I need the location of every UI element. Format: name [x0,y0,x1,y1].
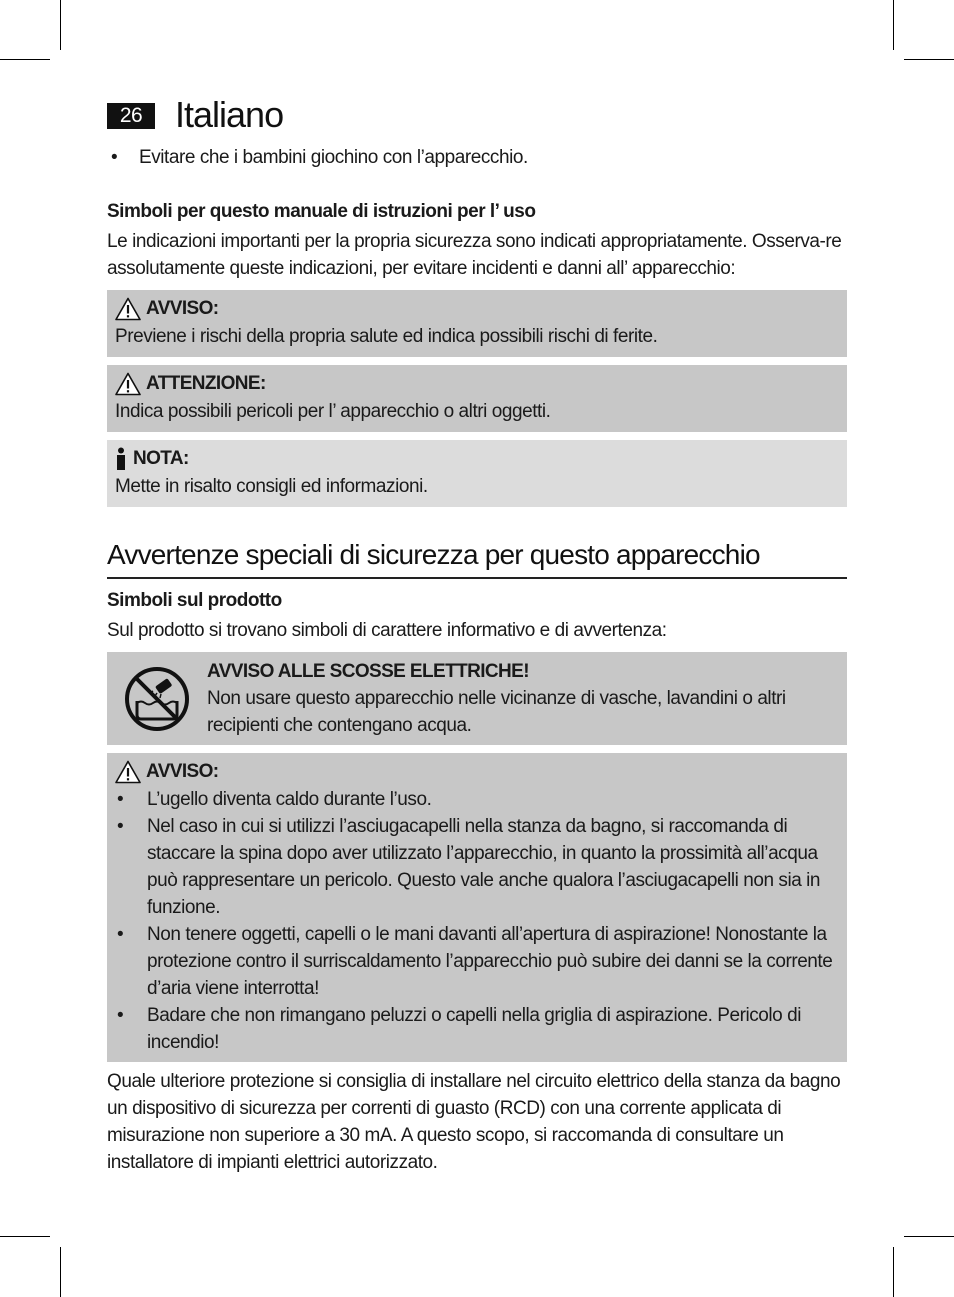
page-content [107,144,847,1176]
crop-mark [904,1236,954,1237]
crop-mark [60,0,61,50]
crop-mark [60,1247,61,1297]
electric-shock-box [107,652,847,745]
crop-mark [0,59,50,60]
avviso-title: AVVISO: [146,298,219,319]
warning-bullet: • Nel caso in cui si utilizzi l’asciugacapelli nella stanza da bagno, si raccomanda di staccare la spina dopo aver utilizzato l’apparecchio, in quanto la prossimità all’acqua può rappresentare un pericolo. Questo vale anche qualora l’asciugacapelli non sia in funzione. [117,816,821,918]
crop-mark [0,1236,50,1237]
crop-mark [904,59,954,60]
nota-box [107,440,847,507]
warning-bullet: • Non tenere oggetti, capelli o le mani davanti all’apertura di aspirazione! Nonostante la protezione contro il surriscaldamento l’apparecchio può subire dei danni se la corrente d’aria viene interrotta! [117,924,833,999]
warning-box [107,753,847,1062]
bullet-dot: • [111,147,118,168]
electric-shock-text: Non usare questo apparecchio nelle vicinanze di vasche, lavandini o altri recipienti che contengano acqua. [207,688,786,736]
attenzione-title: ATTENZIONE: [146,373,266,394]
warning-triangle-icon [115,760,141,784]
warning-bullet: • Badare che non rimangano peluzzi o capelli nella griglia di aspirazione. Pericolo di incendio! [117,1005,802,1053]
electric-shock-title: AVVISO ALLE SCOSSE ELETTRICHE! [207,661,529,682]
symbols-manual-heading: Simboli per questo manuale di istruzioni per l’ uso [107,201,536,222]
avviso-box [107,290,847,357]
nota-text: Mette in risalto consigli ed informazioni. [115,476,428,497]
no-water-icon [123,665,191,733]
section-heading: Avvertenze speciali di sicurezza per questo apparecchio [107,537,847,579]
warning-bullet: • L’ugello diventa caldo durante l’uso. [117,789,432,810]
avviso-text: Previene i rischi della propria salute ed indica possibili rischi di ferite. [115,326,658,347]
intro-bullet: • Evitare che i bambini giochino con l’apparecchio. [107,144,847,171]
page-number: 26 [107,103,155,129]
crop-mark [893,0,894,50]
info-icon [115,447,127,471]
attenzione-text: Indica possibili pericoli per l’ apparecchio o altri oggetti. [115,401,551,422]
closing-paragraph: Quale ulteriore protezione si consiglia di installare nel circuito elettrico della stanza da bagno un dispositivo di sicurezza per correnti di guasto (RCD) con una corrente applicata di misurazione non superiore a 30 mA. A questo scopo, si raccomanda di consultare un installatore di impianti elettrici autorizzato. [107,1071,841,1173]
product-symbols-heading: Simboli sul prodotto [107,590,282,611]
warning-title: AVVISO: [146,761,219,782]
page-title: Italiano [175,94,284,135]
product-symbols-text: Sul prodotto si trovano simboli di carattere informativo e di avvertenza: [107,620,667,641]
crop-mark [893,1247,894,1297]
warning-triangle-icon [115,297,141,321]
nota-title: NOTA: [133,448,189,469]
warning-triangle-icon [115,372,141,396]
attenzione-box [107,365,847,432]
symbols-manual-text: Le indicazioni importanti per la propria sicurezza sono indicati appropriatamente. Osserva-re assolutamente queste indicazioni, per evitare incidenti e danni all’ apparecchio: [107,231,842,279]
